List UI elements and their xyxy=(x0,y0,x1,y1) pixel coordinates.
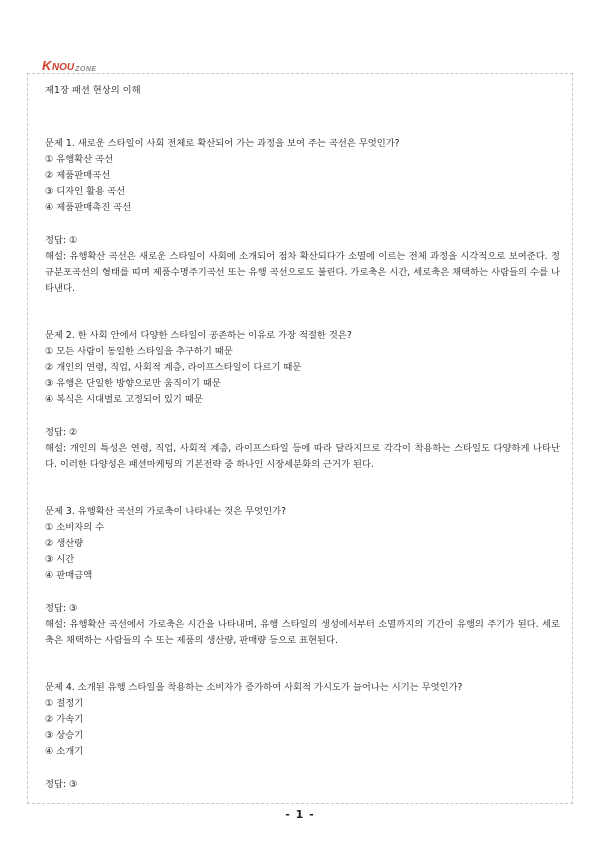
option-item: ② 제품판매곡선 xyxy=(45,170,111,181)
question-block-2 xyxy=(45,328,560,473)
option-item: ④ 복식은 시대별로 고정되어 있기 때문 xyxy=(45,394,203,405)
explanation-text: 해설: 개인의 특성은 연령, 직업, 사회적 계층, 라이프스타일 등에 따라 달라지므로 각각이 착용하는 스타일도 다양하게 나타난다. 이러한 다양성은 패션마케팅의 기본전략 중 하나인 시장세분화의 근거가 된다. xyxy=(45,443,560,470)
option-item: ③ 시간 xyxy=(45,554,75,565)
answer-text: 정답: ② xyxy=(45,427,78,438)
answer-text: 정답: ③ xyxy=(45,603,78,614)
option-item: ③ 상승기 xyxy=(45,730,84,741)
option-item: ④ 제품판매촉진 곡선 xyxy=(45,202,132,213)
option-item: ② 개인의 연령, 직업, 사회적 계층, 라이프스타일이 다르기 때문 xyxy=(45,362,302,373)
answer-text: 정답: ① xyxy=(45,235,78,246)
option-item: ① 모든 사람이 동일한 스타일을 추구하기 때문 xyxy=(45,346,233,357)
option-item: ① 절정기 xyxy=(45,698,84,709)
logo-zone: ZONE xyxy=(75,66,97,73)
option-item: ④ 소개기 xyxy=(45,746,84,757)
option-item: ② 생산량 xyxy=(45,538,84,549)
question-block-4 xyxy=(45,680,560,793)
question-text: 문제 2. 한 사회 안에서 다양한 스타일이 공존하는 이유로 가장 적절한 것은? xyxy=(45,330,352,341)
question-text: 문제 3. 유행확산 곡선의 가로축이 나타내는 것은 무엇인가? xyxy=(45,506,287,517)
chapter-title: 제1장 패션 현상의 이해 xyxy=(45,85,141,96)
knouzone-logo xyxy=(42,57,97,73)
option-item: ① 소비자의 수 xyxy=(45,522,105,533)
logo-k: K xyxy=(42,58,51,73)
answer-text: 정답: ③ xyxy=(45,779,78,790)
question-text: 문제 4. 소개된 유행 스타일을 착용하는 소비자가 증가하여 사회적 가시도가 늘어나는 시기는 무엇인가? xyxy=(45,682,463,693)
option-item: ③ 유행은 단일한 방향으로만 움직이기 때문 xyxy=(45,378,221,389)
option-item: ④ 판매금액 xyxy=(45,570,93,581)
explanation-text: 해설: 유행확산 곡선에서 가로축은 시간을 나타내며, 유행 스타일의 생성에서부터 소멸까지의 기간이 유행의 주기가 된다. 세로축은 채택하는 사람들의 수 또는 제품의 생산량, 판매량 등으로 표현된다. xyxy=(45,619,560,646)
document-body xyxy=(45,83,560,793)
option-item: ③ 디자인 활용 곡선 xyxy=(45,186,126,197)
page-number: - 1 - xyxy=(285,808,315,821)
logo-nou: NOU xyxy=(51,62,75,73)
question-text: 문제 1. 새로운 스타일이 사회 전체로 확산되어 가는 과정을 보여 주는 곡선은 무엇인가? xyxy=(45,138,400,149)
option-item: ② 가속기 xyxy=(45,714,84,725)
option-item: ① 유행확산 곡선 xyxy=(45,154,114,165)
question-block-1 xyxy=(45,136,560,297)
question-block-3 xyxy=(45,504,560,649)
explanation-text: 해설: 유행확산 곡선은 새로운 스타일이 사회에 소개되어 점차 확산되다가 소멸에 이르는 전체 과정을 시각적으로 보여준다. 정규분포곡선의 형태를 띠며 제품수명주기곡선 또는 유행 곡선으로도 불린다. 가로축은 시간, 세로축은 채택하는 사람들의 수를 나타낸다. xyxy=(45,251,560,294)
